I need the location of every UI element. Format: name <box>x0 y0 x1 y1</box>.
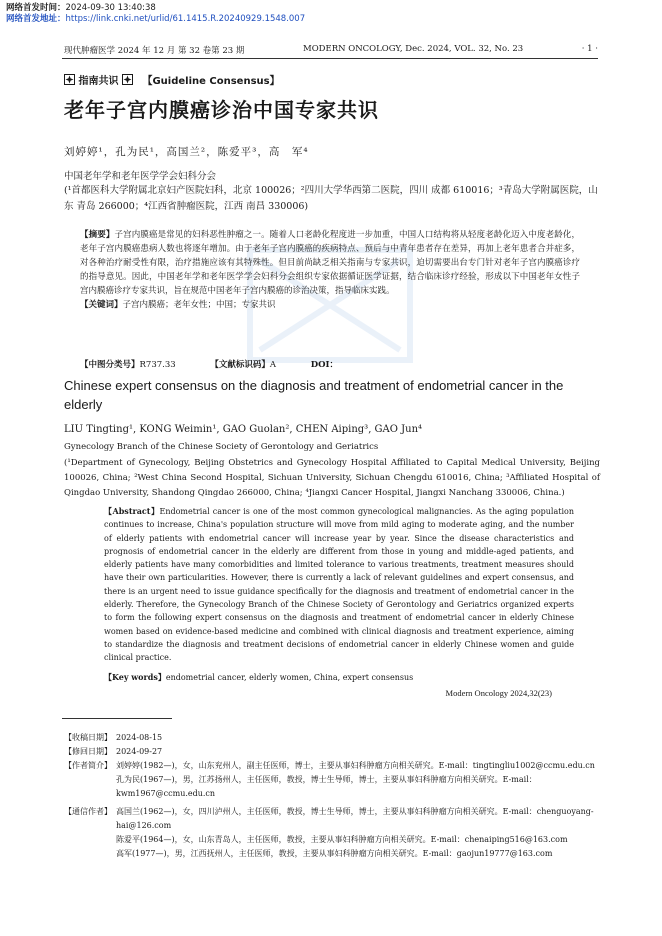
running-header-cn: 现代肿瘤医学 2024 年 12 月 第 32 卷第 23 期 <box>64 46 245 56</box>
doc-code-value: A <box>269 360 277 370</box>
online-address-row <box>6 14 305 25</box>
first-online-row <box>6 3 305 14</box>
author-bio-1: 刘婷婷(1982—)，女，山东兖州人，副主任医师，博士，主要从事妇科肿瘤方向相关研究。E-mail：tingtingliu1002@ccmu.edu.cn <box>116 761 595 770</box>
paper-title-cn: 老年子宫内膜癌诊治中国专家共识 <box>64 98 379 122</box>
abstract-cn <box>80 228 580 312</box>
author-list-cn: 刘婷婷¹，孔为民¹，高国兰²，陈爱平³，高 军⁴ <box>64 146 309 158</box>
running-header <box>64 44 598 56</box>
column-heading <box>64 72 280 87</box>
article-metadata <box>64 731 604 861</box>
affiliations-en: (¹Department of Gynecology, Beijing Obstetrics and Gynecology Hospital Affiliated to Capital Medical University, Beijing 100026, China; ²West China Second Hospital, Sichuan University, Sichuan Chengdu 610016, China; ³Affiliated Hospital of Qingdao University, Shandong Qingdao 266000, China; ⁴Jiangxi Cancer Hospital, Jiangxi Nanchang 330006, China.) <box>64 458 600 498</box>
affiliations-cn: (¹首都医科大学附属北京妇产医院妇科，北京 100026；²四川大学华西第二医院，四川 成都 610016；³青岛大学附属医院，山东 青岛 266000；⁴江西省肿瘤医院，江西 南昌 330006) <box>64 185 598 212</box>
author-bio-2: 孔为民(1967—)，男，江苏扬州人，主任医师，教授，博士生导师，博士，主要从事妇科肿瘤方向相关研究。E-mail：kwm1967@ccmu.edu.cn <box>116 775 537 798</box>
revised-label: 【修回日期】 <box>64 747 112 756</box>
author-bio-label: 【作者简介】 <box>64 761 112 770</box>
organization-en: Gynecology Branch of the Chinese Society of Gerontology and Geriatrics <box>64 442 379 452</box>
abstract-cn-text: 子宫内膜癌是常见的妇科恶性肿瘤之一。随着人口老龄化程度进一步加重，中国人口结构将从轻度老龄化迈入中度老龄化，老年子宫内膜癌患病人数也将逐年增加。由于老年子宫内膜癌的疾病特点、预后与中青年患者存在差异，再加上老年患者合并症多，对各种治疗耐受性有限，治疗措施应该有其特殊性。但目前尚缺乏相关指南与专家共识，迫切需要出台专门针对老年子宫内膜癌诊疗的指导意见。因此，中国老年学和老年医学学会妇科分会组织专家依据循证医学证据，结合临床诊疗经验，形成以下中国老年女性子宫内膜癌诊疗专家共识，旨在规范中国老年子宫内膜癌的诊治决策，指导临床实践。 <box>80 230 580 296</box>
abstract-en-label: 【Abstract】 <box>104 506 160 516</box>
corresponding-3: 高军(1977—)，男，江西抚州人，主任医师，教授，主要从事妇科肿瘤方向相关研究。E-mail：gaojun19777@163.com <box>116 849 553 858</box>
online-address-label: 网络首发地址： <box>6 14 66 24</box>
abstract-en <box>104 505 574 665</box>
doi-label: DOI： <box>310 360 338 370</box>
corresponding-2: 陈爱平(1964—)，女，山东青岛人，主任医师，教授，主要从事妇科肿瘤方向相关研究。E-mail：chenaiping516@163.com <box>116 835 568 844</box>
corresponding-row <box>64 805 604 833</box>
organization-cn: 中国老年学和老年医学学会妇科分会 <box>64 171 217 182</box>
received-row <box>64 731 604 745</box>
first-online-label: 网络首发时间： <box>6 3 66 13</box>
clc-label: 【中图分类号】 <box>80 360 140 370</box>
corresponding-label: 【通信作者】 <box>64 807 112 816</box>
revised-row <box>64 745 604 759</box>
clc-value: R737.33 <box>139 360 176 370</box>
keywords-en-text: endometrial cancer, elderly women, China, expert consensus <box>165 673 414 682</box>
journal-citation: Modern Oncology 2024,32(23) <box>445 688 552 698</box>
header-rule <box>62 58 598 59</box>
keywords-en <box>104 672 413 683</box>
doc-code-label: 【文献标识码】 <box>210 360 270 370</box>
author-list-en: LIU Tingting¹, KONG Weimin¹, GAO Guolan², CHEN Aiping³, GAO Jun⁴ <box>64 424 423 435</box>
column-badge-icon <box>122 74 133 85</box>
paper-title-en: Chinese expert consensus on the diagnosis and treatment of endometrial cancer in the elderly <box>64 378 564 412</box>
revised-date: 2024-09-27 <box>116 747 163 756</box>
footnote-rule <box>62 718 172 719</box>
corresponding-1: 高国兰(1962—)，女，四川泸州人，主任医师，教授，博士生导师，博士，主要从事妇科肿瘤方向相关研究。E-mail：chenguoyang-hai@126.com <box>116 807 594 830</box>
keywords-en-label: 【Key words】 <box>104 672 166 682</box>
first-online-value: 2024-09-30 13:40:38 <box>65 3 156 13</box>
abstract-en-text: Endometrial cancer is one of the most common gynecological malignancies. As the aging population continues to increase, China's population structure will move from mild aging to moderate aging, and the number of elderly patients with endometrial cancer will increase year by year. Since the disease characteristics and prognosis of endometrial cancer in the elderly are different from those in young and middle-aged patients, and elderly patients have many comorbidities and limited tolerance to various treatments, treatment measures should have their own particularities. However, there is currently a lack of relevant guidelines and expert consensus, and there is an urgent need to issue guidance specifically for the diagnosis and treatment of endometrial cancer in the elderly. Therefore, the Gynecology Branch of the Chinese Society of Gerontology and Geriatrics organized experts to form the following expert consensus on the diagnosis and treatment of endometrial cancer in elderly Chinese women based on evidence-based medicine and combined with clinical diagnosis and treatment experience, aiming to standardize the diagnosis and treatment decisions of endometrial cancer in elderly Chinese women and guide clinical practice. <box>104 507 574 663</box>
publication-info <box>6 3 305 25</box>
received-label: 【收稿日期】 <box>64 733 112 742</box>
running-header-en: MODERN ONCOLOGY, Dec. 2024, VOL. 32, No. 23 <box>303 44 524 54</box>
keywords-cn-label: 【关键词】 <box>80 300 123 310</box>
online-address-link[interactable]: https://link.cnki.net/urlid/61.1415.R.20240929.1548.007 <box>65 14 306 24</box>
author-bio-row <box>64 759 604 773</box>
classification-row <box>80 358 354 370</box>
column-label-en: 【Guideline Consensus】 <box>142 76 280 87</box>
column-label: 指南共识 <box>78 76 119 87</box>
keywords-cn-text: 子宫内膜癌；老年女性；中国；专家共识 <box>122 300 276 310</box>
received-date: 2024-08-15 <box>116 733 163 742</box>
abstract-cn-label: 【摘要】 <box>80 230 115 240</box>
page-number: · 1 · <box>581 44 598 54</box>
column-badge-icon <box>64 74 75 85</box>
